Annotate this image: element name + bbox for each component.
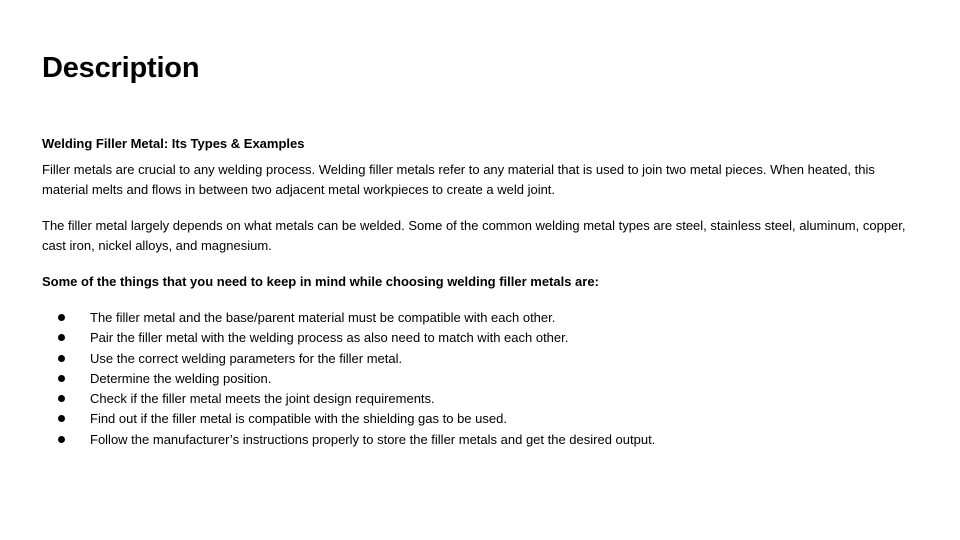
- bullet-dot-icon: [58, 355, 65, 362]
- list-item: [42, 349, 912, 369]
- list-item-text: Check if the filler metal meets the joint design requirements.: [90, 391, 435, 407]
- list-intro: Some of the things that you need to keep in mind while choosing welding filler metals are:: [42, 274, 599, 289]
- list-item-text: Determine the welding position.: [90, 370, 272, 386]
- bullet-dot-icon: [58, 415, 65, 422]
- bullet-dot-icon: [58, 334, 65, 341]
- list-item: [42, 369, 912, 389]
- list-item: [42, 430, 912, 450]
- list-item-text: The filler metal and the base/parent material must be compatible with each other.: [90, 310, 556, 325]
- bullet-dot-icon: [58, 375, 65, 382]
- list-item: [42, 328, 912, 348]
- list-item-text: Pair the filler metal with the welding process as also need to match with each other.: [90, 330, 569, 346]
- bullet-dot-icon: [58, 436, 65, 443]
- list-item-text: Follow the manufacturer’s instructions properly to store the filler metals and get the desired output.: [90, 431, 656, 447]
- slide-title: Description: [42, 52, 200, 84]
- bullet-list: [42, 308, 912, 450]
- list-item-text: Find out if the filler metal is compatible with the shielding gas to be used.: [90, 411, 507, 427]
- bullet-dot-icon: [58, 395, 65, 402]
- paragraph-metal-types: The filler metal largely depends on what metals can be welded. Some of the common welding metal types are steel, stainless steel, aluminum, copper, cast iron, nickel alloys, and magnesium.: [42, 218, 906, 253]
- list-item: [42, 308, 912, 328]
- paragraph-filler-intro: Filler metals are crucial to any welding process. Welding filler metals refer to any material that is used to join two metal pieces. When heated, this material melts and flows in between two adjacent metal workpieces to create a weld joint.: [42, 162, 875, 197]
- bullet-dot-icon: [58, 314, 65, 321]
- list-item: [42, 409, 912, 429]
- list-item: [42, 389, 912, 409]
- slide-body: [42, 134, 912, 450]
- list-item-text: Use the correct welding parameters for the filler metal.: [90, 350, 403, 366]
- section-subheading: Welding Filler Metal: Its Types & Examples: [42, 136, 305, 151]
